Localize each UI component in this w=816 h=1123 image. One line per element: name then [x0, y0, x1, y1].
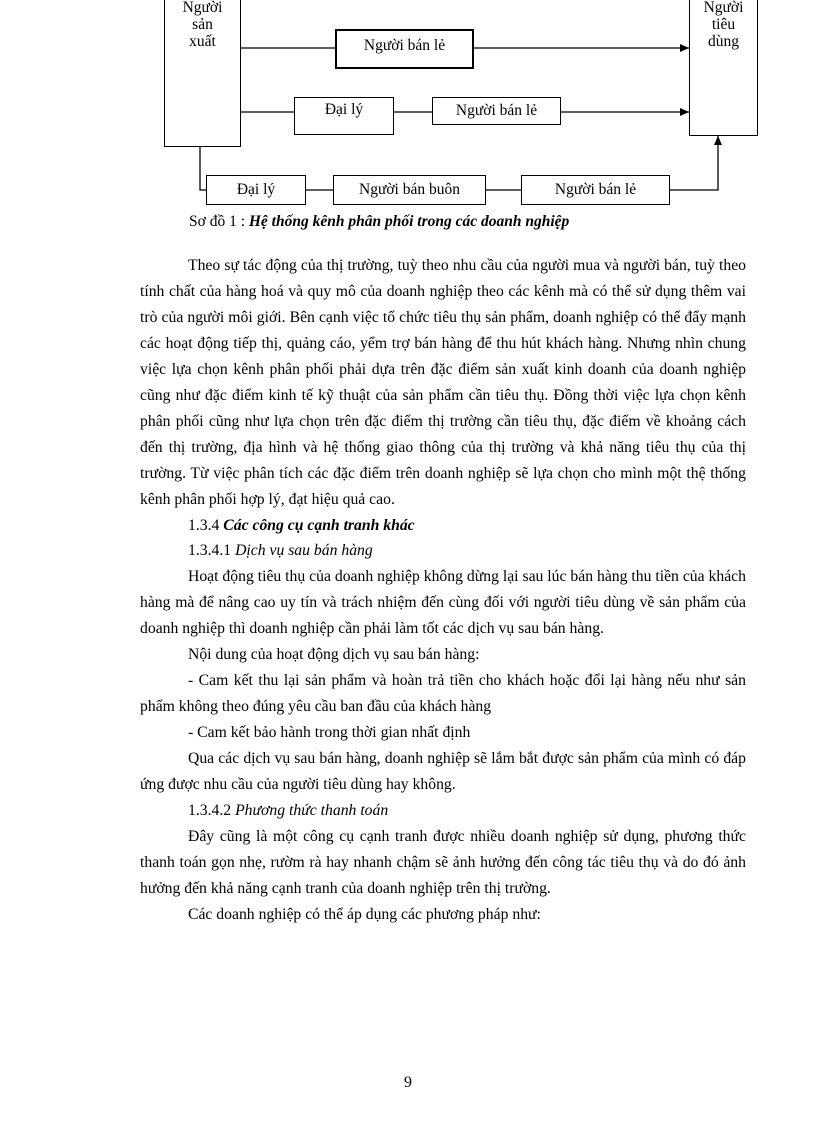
row3-retailer-box: [521, 175, 670, 205]
row2-agent-label: Đại lý: [324, 101, 364, 118]
paragraph-4: Qua các dịch vụ sau bán hàng, doanh nghiệp sẽ lắm bắt được sản phẩm của mình có đáp ứng được nhu cầu của người tiêu dùng hay không.: [140, 750, 746, 794]
paragraph-6: Các doanh nghiệp có thể áp dụng các phương pháp như:: [188, 905, 541, 923]
consumer-line-2: tiêu: [711, 16, 736, 33]
row1-retailer-label: Người bán lẻ: [363, 37, 446, 54]
bullet-2: - Cam kết bảo hành trong thời gian nhất định: [188, 724, 471, 742]
row3-agent-label: Đại lý: [236, 181, 276, 198]
diagram-caption: [189, 213, 569, 231]
heading-1-3-4-2-number: 1.3.4.2: [188, 802, 236, 820]
heading-1-3-4-title: Các công cụ cạnh tranh khác: [223, 516, 415, 534]
row1-retailer-box: [335, 29, 474, 69]
producer-box: [164, 0, 241, 147]
heading-1-3-4-2-title: Phương thức thanh toán: [235, 802, 389, 820]
paragraph-2: Hoạt động tiêu thụ của doanh nghiệp không dừng lại sau lúc bán hàng thu tiền của khách hàng mà để nâng cao uy tín và trách nhiệm đến cùng đối với người tiêu dùng về sản phẩm của doanh nghiệp thì doanh nghiệp cần phải làm tốt các dịch vụ sau bán hàng.: [140, 568, 746, 638]
row2-retailer-label: Người bán lẻ: [455, 102, 538, 119]
row3-wholesaler-label: Người bán buôn: [359, 181, 460, 198]
page-number: 9: [404, 1074, 412, 1091]
paragraph-3: Nội dung của hoạt động dịch vụ sau bán hàng:: [188, 646, 480, 664]
heading-1-3-4-2: [140, 798, 746, 824]
heading-1-3-4-number: 1.3.4: [188, 516, 224, 534]
paragraph-1: Theo sự tác động của thị trường, tuỳ theo nhu cầu của người mua và người bán, tuỳ theo tính chất của hàng hoá và quy mô của doanh nghiệp theo các kênh mà có thể sử dụng thêm vai trò của người môi giới. Bên cạnh việc tổ chức tiêu thụ sản phẩm, doanh nghiệp có thể đẩy mạnh các hoạt động tiếp thị, quảng cáo, yểm trợ bán hàng để thu hút khách hàng. Nhưng nhìn chung việc lựa chọn kênh phân phối phải dựa trên đặc điểm sản xuất kinh doanh của doanh nghiệp cũng như đặc điểm kinh tế kỹ thuật của sản phẩm cần tiêu thụ. Đồng thời việc lựa chọn kênh phân phối cũng như lựa chọn trên đặc điểm thị trường cần tiêu thụ, đặc điểm về khoảng cách đến thị trường, địa hình và hệ thống giao thông của thị trường và khả năng tiêu thụ của thị trường. Từ việc phân tích các đặc điểm trên doanh nghiệp sẽ lựa chọn cho mình một thệ thống kênh phân phối hợp lý, đạt hiệu quả cao.: [140, 257, 746, 508]
row3-wholesaler-box: [333, 175, 486, 205]
heading-1-3-4-1: [140, 538, 746, 564]
row3-retailer-label: Người bán lẻ: [554, 181, 637, 198]
caption-prefix: Sơ đồ 1 :: [189, 213, 249, 230]
producer-line-1: Người: [182, 0, 223, 16]
producer-label: [165, 0, 240, 50]
row3-agent-box: [206, 175, 306, 205]
row2-agent-box: [294, 97, 394, 135]
body-text: [140, 253, 746, 928]
heading-1-3-4-1-title: Dịch vụ sau bán hàng: [235, 542, 373, 560]
heading-1-3-4: [140, 513, 746, 539]
paragraph-5: Đây cũng là một công cụ cạnh tranh được nhiều doanh nghiệp sử dụng, phương thức thanh toán gọn nhẹ, rườm rà hay nhanh chậm sẽ ảnh hưởng đến công tác tiêu thụ và do đó ảnh hưởng đến khả năng cạnh tranh của doanh nghiệp trên thị trường.: [140, 827, 746, 897]
caption-title: Hệ thống kênh phân phối trong các doanh nghiệp: [248, 213, 570, 230]
consumer-line-1: Người: [703, 0, 744, 16]
bullet-1: - Cam kết thu lại sản phẩm và hoàn trả tiền cho khách hoặc đổi lại hàng nếu như sản phẩm không theo đúng yêu cầu ban đầu của khách hàng: [140, 672, 746, 716]
consumer-label: [690, 0, 757, 50]
producer-line-3: xuất: [189, 33, 216, 50]
row2-retailer-box: [432, 97, 561, 125]
heading-1-3-4-1-number: 1.3.4.1: [188, 542, 236, 560]
consumer-box: [689, 0, 758, 136]
consumer-line-3: dùng: [708, 33, 739, 50]
producer-line-2: sản: [192, 16, 213, 33]
